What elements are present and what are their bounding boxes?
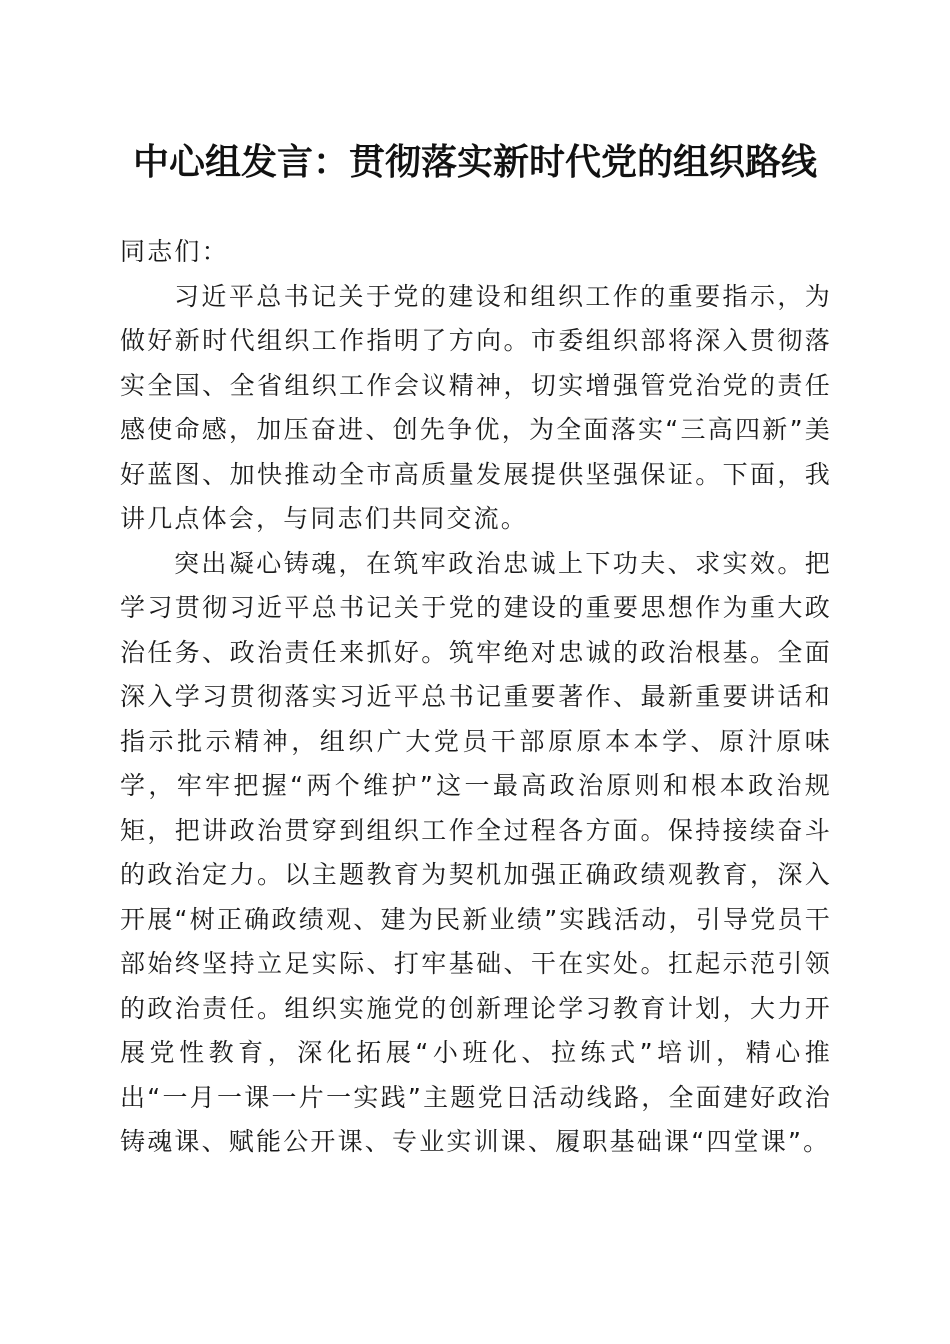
paragraph-political-loyalty: 突出凝心铸魂，在筑牢政治忠诚上下功夫、求实效。把学习贯彻习近平总书记关于党的建设的重要思想作为重大政治任务、政治责任来抓好。筑牢绝对忠诚的政治根基。全面深入学习贯彻落实习近平总书记重要著作、最新重要讲话和指示批示精神，组织广大党员干部原原本本学、原汁原味学，牢牢把握“两个维护”这一最高政治原则和根本政治规矩，把讲政治贯穿到组织工作全过程各方面。保持接续奋斗的政治定力。以主题教育为契机加强正确政绩观教育，深入开展“树正确政绩观、建为民新业绩”实践活动，引导党员干部始终坚持立足实际、打牢基础、干在实处。扛起示范引领的政治责任。组织实施党的创新理论学习教育计划，大力开展党性教育，深化拓展“小班化、拉练式”培训，精心推出“一月一课一片一实践”主题党日活动线路，全面建好政治铸魂课、赋能公开课、专业实训课、履职基础课“四堂课”。	[120, 548, 832, 1156]
document-body	[120, 230, 832, 1165]
salutation: 同志们：	[120, 237, 229, 266]
document-title: 中心组发言：贯彻落实新时代党的组织路线	[132, 141, 817, 183]
paragraph-intro: 习近平总书记关于党的建设和组织工作的重要指示，为做好新时代组织工作指明了方向。市委组织部将深入贯彻落实全国、全省组织工作会议精神，切实增强管党治党的责任感使命感，加压奋进、创先争优，为全面落实“三高四新”美好蓝图、加快推动全市高质量发展提供坚强保证。下面，我讲几点体会，与同志们共同交流。	[120, 281, 832, 533]
